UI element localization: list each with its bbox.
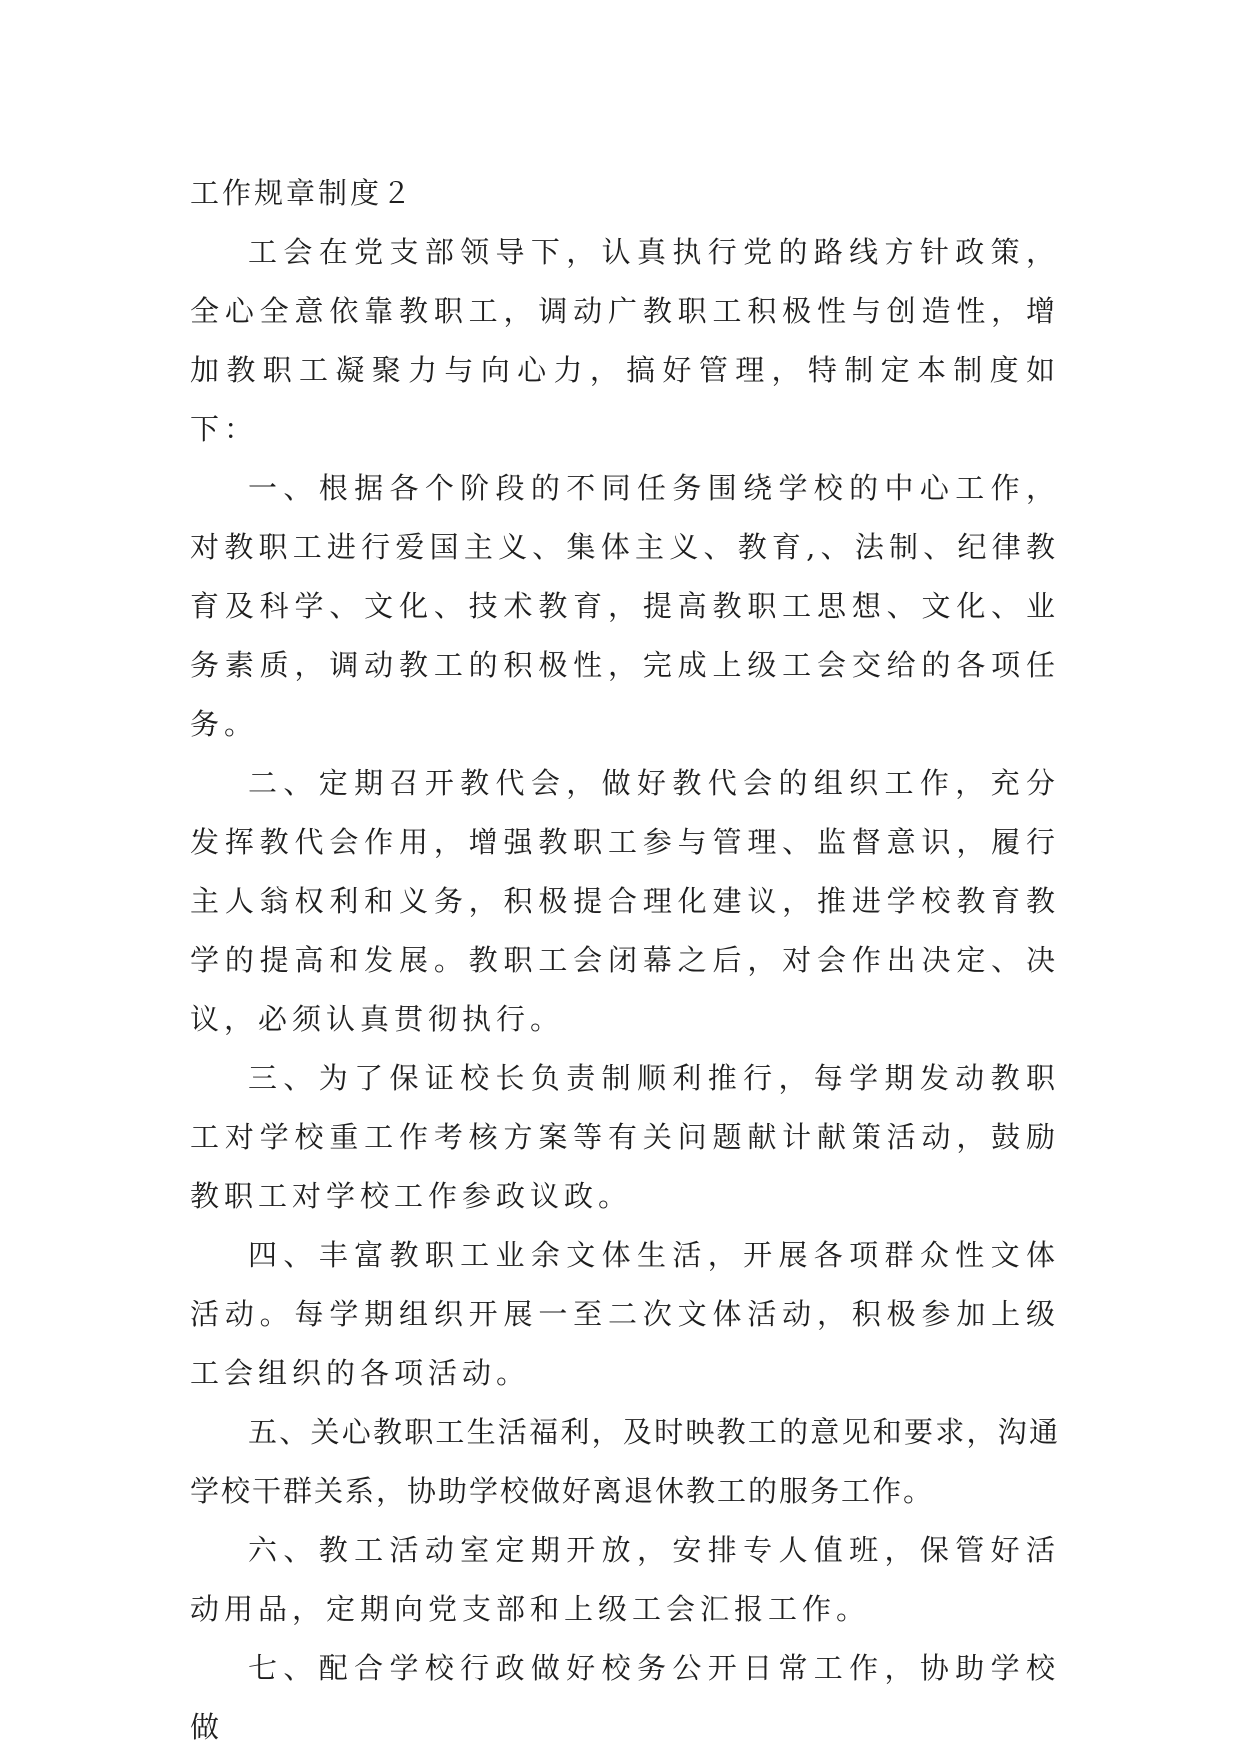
document-title: 工作规章制度２ [190, 176, 415, 210]
paragraph-item-6: 六、教工活动室定期开放，安排专人值班，保管好活动用品，定期向党支部和上级工会汇报工作。 [190, 1533, 1060, 1626]
paragraph-item-4: 四、丰富教职工业余文体生活，开展各项群众性文体活动。每学期组织开展一至二次文体活动，积极参加上级工会组织的各项活动。 [190, 1238, 1060, 1390]
paragraph-item-3: 三、为了保证校长负责制顺利推行，每学期发动教职工对学校重工作考核方案等有关问题献计献策活动，鼓励教职工对学校工作参政议政。 [190, 1061, 1060, 1213]
document-body [190, 164, 1060, 1757]
paragraph-intro: 工会在党支部领导下，认真执行党的路线方针政策，全心全意依靠教职工，调动广教职工积极性与创造性，增加教职工凝聚力与向心力，搞好管理，特制定本制度如下： [190, 235, 1060, 446]
paragraph-item-5: 五、关心教职工生活福利，及时映教工的意见和要求，沟通学校干群关系，协助学校做好离退休教工的服务工作。 [190, 1415, 1060, 1508]
paragraph-item-1: 一、根据各个阶段的不同任务围绕学校的中心工作，对教职工进行爱国主义、集体主义、教育,、法制、纪律教育及科学、文化、技术教育，提高教职工思想、文化、业务素质，调动教工的积极性，完成上级工会交给的各项任务。 [190, 471, 1060, 741]
paragraph-item-2: 二、定期召开教代会，做好教代会的组织工作，充分发挥教代会作用，增强教职工参与管理、监督意识，履行主人翁权利和义务，积极提合理化建议，推进学校教育教学的提高和发展。教职工会闭幕之后，对会作出决定、决议，必须认真贯彻执行。 [190, 766, 1060, 1036]
paragraph-item-7: 七、配合学校行政做好校务公开日常工作，协助学校做 [190, 1651, 1060, 1744]
